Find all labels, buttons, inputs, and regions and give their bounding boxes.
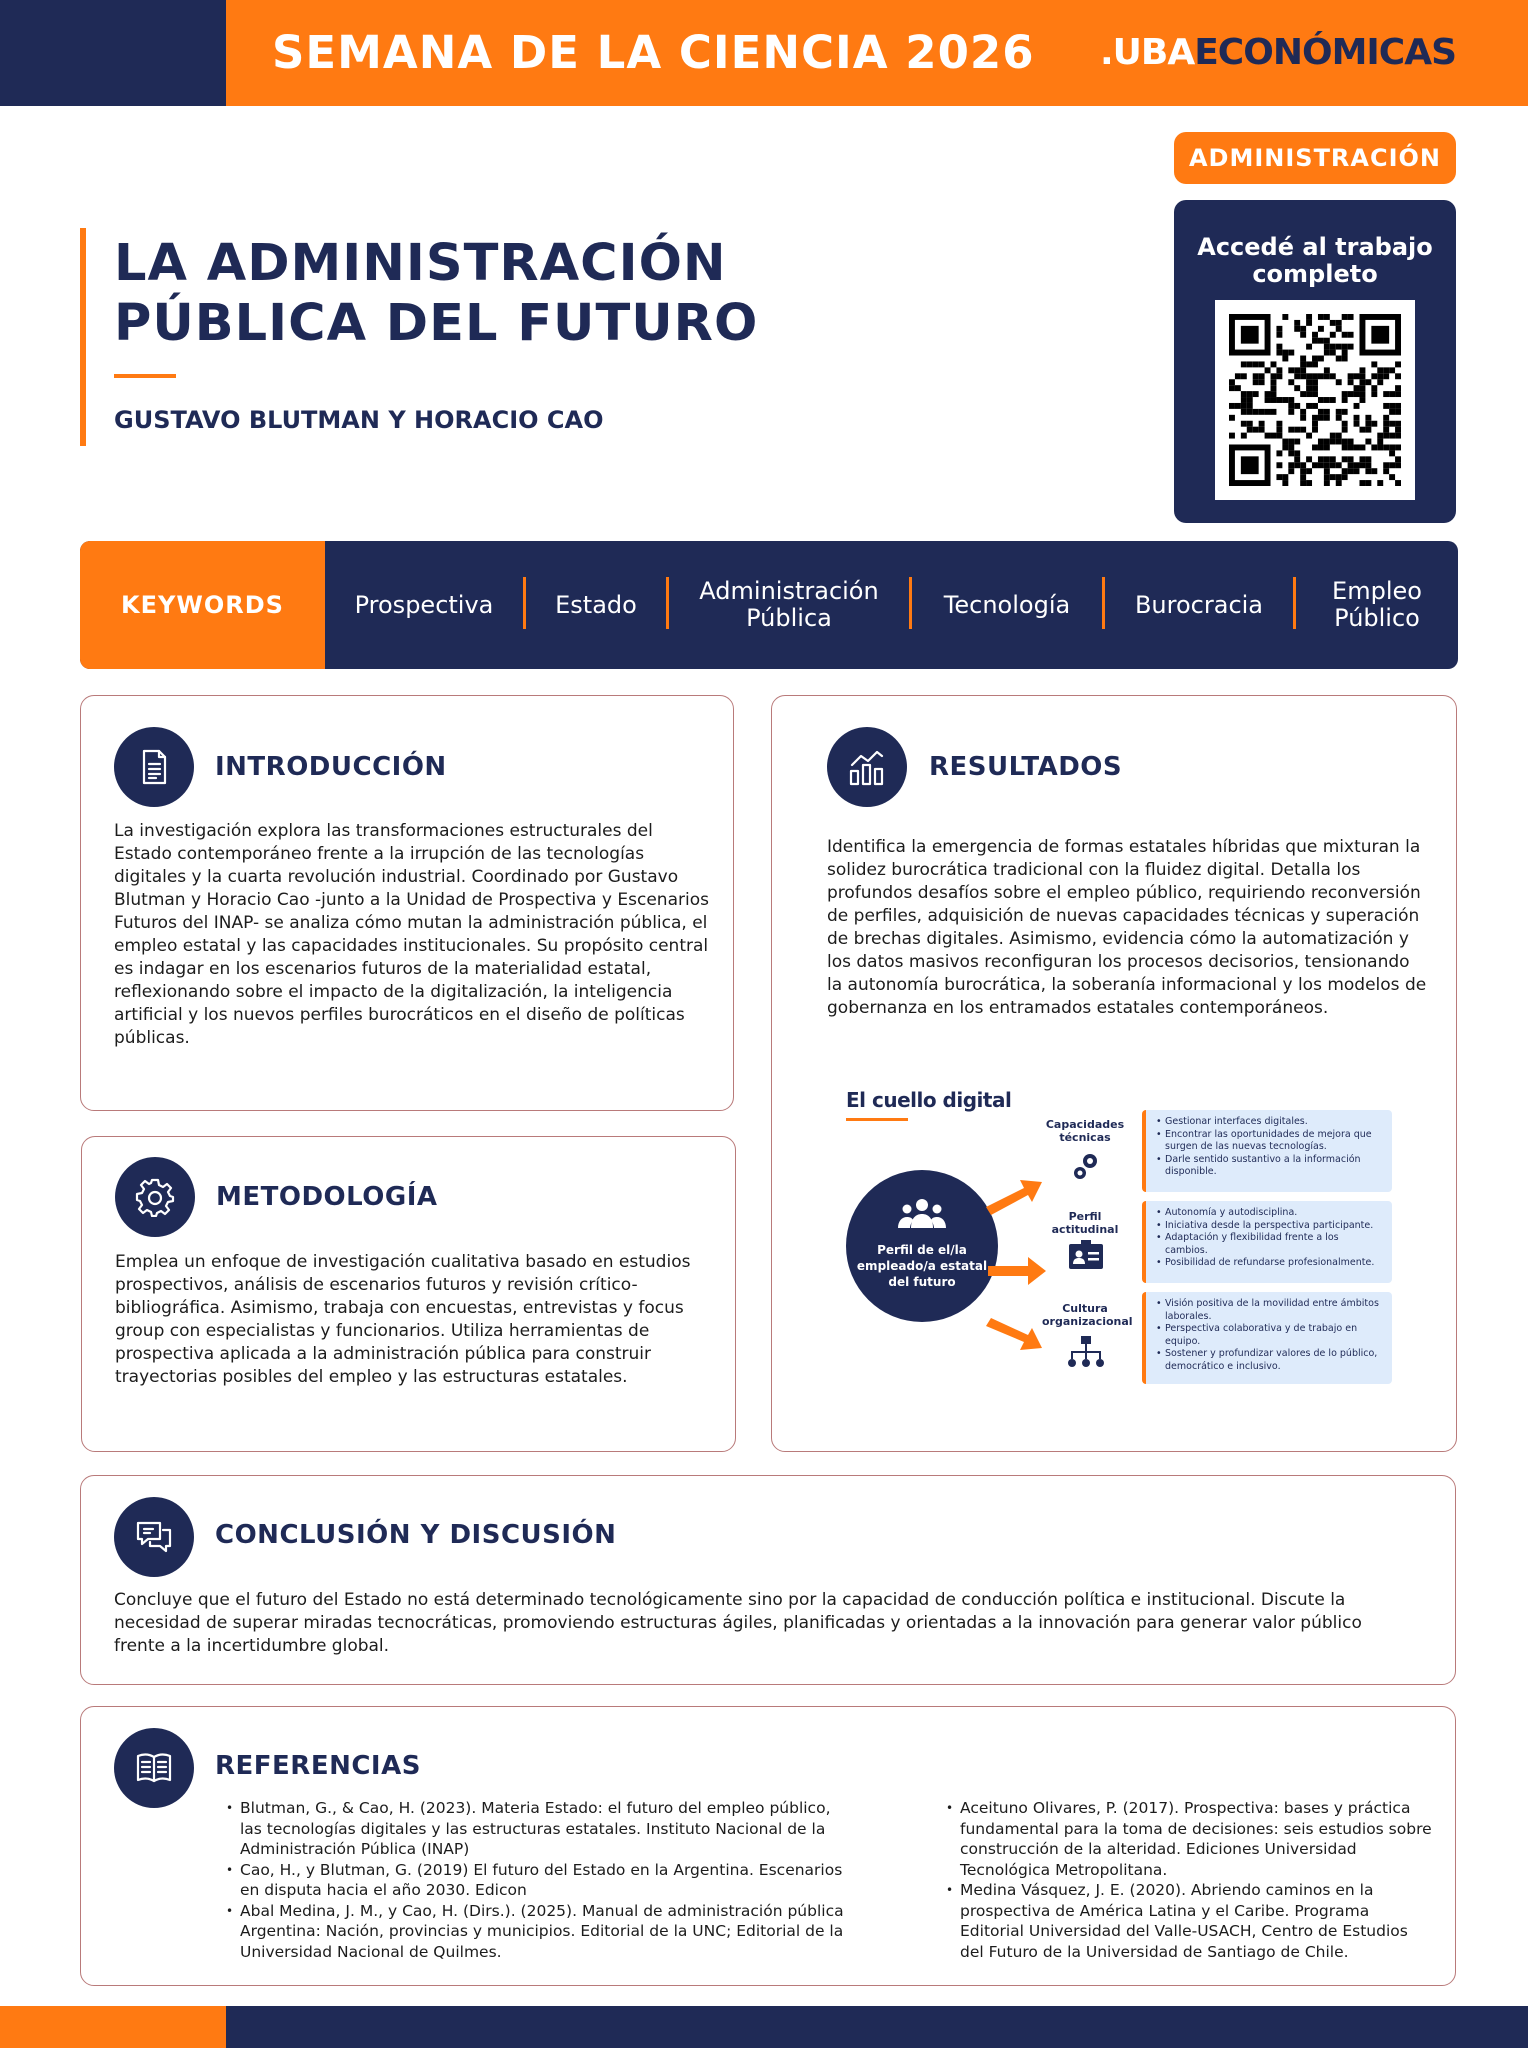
info-item: • Darle sentido sustantivo a la información disponible. bbox=[1156, 1154, 1384, 1179]
brand-logo-part2: ECONÓMICAS bbox=[1194, 32, 1456, 73]
area-badge: ADMINISTRACIÓN bbox=[1174, 132, 1456, 184]
referencias-card bbox=[80, 1706, 1456, 1986]
metodologia-card bbox=[81, 1136, 736, 1452]
page-title-line2: PÚBLICA DEL FUTURO bbox=[114, 294, 759, 353]
info-item: • Iniciativa desde la perspectiva participante. bbox=[1156, 1220, 1384, 1233]
title-accent-bar bbox=[80, 228, 86, 446]
event-title: SEMANA DE LA CIENCIA 2026 bbox=[272, 26, 1035, 79]
footer-bar bbox=[0, 2006, 1528, 2048]
cuello-digital-infographic bbox=[836, 1080, 1396, 1390]
reference-item: • Abal Medina, J. M., y Cao, H. (Dirs.). (2025). Manual de administración pública Argentina: Nación, provincias y municipios. Editorial de la UNC; Editorial de la Universidad Nacional de Quilmes. bbox=[226, 1901, 846, 1963]
brand-logo-part1: .UBA bbox=[1100, 32, 1195, 73]
category-capacidades-tecnicas: Capacidades técnicas bbox=[1045, 1118, 1125, 1144]
id-card-icon bbox=[1068, 1240, 1104, 1270]
reference-item: • Aceituno Olivares, P. (2017). Prospectiva: bases y práctica fundamental para la toma de decisiones: seis estudios sobre construcción de la alteridad. Ediciones Universidad Tecnológica Metropolitana. bbox=[946, 1798, 1436, 1880]
keyword-tecnologia: Tecnología bbox=[943, 590, 1071, 619]
conclusion-card bbox=[80, 1475, 1456, 1685]
keyword-empleo-publico: Empleo Público bbox=[1332, 577, 1422, 632]
arrows-icon bbox=[986, 1160, 1056, 1370]
keywords-bar bbox=[80, 541, 1458, 669]
resultados-title: RESULTADOS bbox=[929, 752, 1123, 782]
conclusion-text: Concluye que el futuro del Estado no está determinado tecnológicamente sino por la capacidad de conducción política e institucional. Discute la necesidad de superar miradas tecnocráticas, promoviendo estructuras ágiles, planificadas y orientadas a la innovación para generar valor público frente a la incertidumbre global. bbox=[114, 1590, 1362, 1656]
reference-item: • Blutman, G., & Cao, H. (2023). Materia Estado: el futuro del empleo público, las tecnologías digitales y las estructuras estatales. Instituto Nacional de la Administración Pública (INAP) bbox=[226, 1798, 846, 1860]
profile-circle bbox=[846, 1170, 998, 1322]
info-box-cultura-organizacional bbox=[1142, 1292, 1392, 1384]
keyword-estado: Estado bbox=[555, 590, 637, 619]
references-right bbox=[946, 1798, 1436, 1962]
qr-code-icon bbox=[1229, 314, 1401, 486]
header-navy-block bbox=[0, 0, 226, 106]
referencias-title: REFERENCIAS bbox=[215, 1751, 421, 1781]
introduccion-card bbox=[80, 695, 734, 1111]
references-left bbox=[226, 1798, 846, 1962]
qr-panel bbox=[1174, 200, 1456, 523]
brand-logo bbox=[1100, 32, 1456, 73]
page-title bbox=[114, 234, 874, 354]
reference-item: • Cao, H., y Blutman, G. (2019) El futuro del Estado en la Argentina. Escenarios en disputa hacia el año 2030. Edicon bbox=[226, 1860, 846, 1901]
gears-icon bbox=[1070, 1150, 1102, 1182]
info-item: • Posibilidad de refundarse profesionalmente. bbox=[1156, 1257, 1384, 1270]
keyword-prospectiva: Prospectiva bbox=[354, 590, 494, 619]
keyword-administracion-publica: Administración Pública bbox=[699, 577, 879, 632]
people-icon bbox=[894, 1196, 950, 1232]
page-title-line1: LA ADMINISTRACIÓN bbox=[114, 234, 727, 293]
document-icon bbox=[114, 727, 194, 807]
info-item: • Perspectiva colaborativa y de trabajo en equipo. bbox=[1156, 1323, 1384, 1348]
title-underline bbox=[114, 374, 176, 378]
info-box-perfil-actitudinal bbox=[1142, 1201, 1392, 1283]
metodologia-text: Emplea un enfoque de investigación cualitativa basado en estudios prospectivos, análisis de escenarios futuros y revisión crítico-bibliográfica. Asimismo, trabaja con encuestas, entrevistas y focus group con especialistas y funcionarios. Utiliza herramientas de prospectiva aplicada a la administración pública para construir trayectorias posibles del empleo y las estructuras estatales. bbox=[115, 1252, 691, 1387]
resultados-text: Identifica la emergencia de formas estatales híbridas que mixturan la solidez burocrática tradicional con la fluidez digital. Detalla los profundos desafíos sobre el empleo público, requiriendo reconversión de perfiles, adquisición de nuevas capacidades técnicas y superación de brechas digitales. Asimismo, evidencia cómo la automatización y los datos masivos reconfiguran los procesos decisorios, tensionando la autonomía burocrática, la soberanía informacional y los modelos de gobernanza en los entramados estatales contemporáneos. bbox=[827, 837, 1427, 1018]
introduccion-title: INTRODUCCIÓN bbox=[215, 752, 447, 782]
cuello-digital-title: El cuello digital bbox=[846, 1088, 1012, 1112]
metodologia-title: METODOLOGÍA bbox=[216, 1182, 438, 1212]
category-cultura-organizacional: Cultura organizacional bbox=[1042, 1302, 1133, 1328]
keywords-label: KEYWORDS bbox=[80, 541, 325, 669]
introduccion-text: La investigación explora las transformaciones estructurales del Estado contemporáneo frente a la irrupción de las tecnologías digitales y la cuarta revolución industrial. Coordinado por Gustavo Blutman y Horacio Cao -junto a la Unidad de Prospectiva y Escenarios Futuros del INAP- se analiza cómo mutan la administración pública, el empleo estatal y las capacidades institucionales. Su propósito central es indagar en los escenarios futuros de la materialidad estatal, reflexionando sobre el impacto de la digitalización, la inteligencia artificial y los nuevos perfiles burocráticos en el diseño de políticas públicas. bbox=[114, 821, 709, 1048]
info-box-capacidades-tecnicas bbox=[1142, 1110, 1392, 1192]
conclusion-title: CONCLUSIÓN Y DISCUSIÓN bbox=[215, 1520, 617, 1550]
keyword-burocracia: Burocracia bbox=[1134, 590, 1264, 619]
category-perfil-actitudinal: Perfil actitudinal bbox=[1051, 1210, 1119, 1236]
info-item: • Autonomía y autodisciplina. bbox=[1156, 1207, 1384, 1220]
chart-icon bbox=[827, 727, 907, 807]
reference-item: • Medina Vásquez, J. E. (2020). Abriendo caminos en la prospectiva de América Latina y el Caribe. Programa Editorial Universidad del Valle-USACH, Centro de Estudios del Futuro de la Universidad de Santiago de Chile. bbox=[946, 1880, 1436, 1962]
profile-label: Perfil de el/la empleado/a estatal del futuro bbox=[856, 1243, 988, 1289]
info-item: • Visión positiva de la movilidad entre ámbitos laborales. bbox=[1156, 1298, 1384, 1323]
authors: GUSTAVO BLUTMAN Y HORACIO CAO bbox=[114, 406, 604, 434]
org-chart-icon bbox=[1066, 1336, 1106, 1368]
info-item: • Adaptación y flexibilidad frente a los cambios. bbox=[1156, 1232, 1384, 1257]
info-item: • Gestionar interfaces digitales. bbox=[1156, 1116, 1384, 1129]
chat-bubbles-icon bbox=[114, 1497, 194, 1577]
info-item: • Encontrar las oportunidades de mejora que surgen de las nuevas tecnologías. bbox=[1156, 1129, 1384, 1154]
info-item: • Sostener y profundizar valores de lo público, democrático e inclusivo. bbox=[1156, 1348, 1384, 1373]
cuello-digital-underline bbox=[846, 1118, 908, 1121]
qr-panel-title: Accedé al trabajo completo bbox=[1197, 233, 1433, 288]
footer-orange-block bbox=[0, 2006, 226, 2048]
gear-icon bbox=[115, 1157, 195, 1237]
open-book-icon bbox=[114, 1728, 194, 1808]
qr-code[interactable] bbox=[1215, 300, 1415, 500]
